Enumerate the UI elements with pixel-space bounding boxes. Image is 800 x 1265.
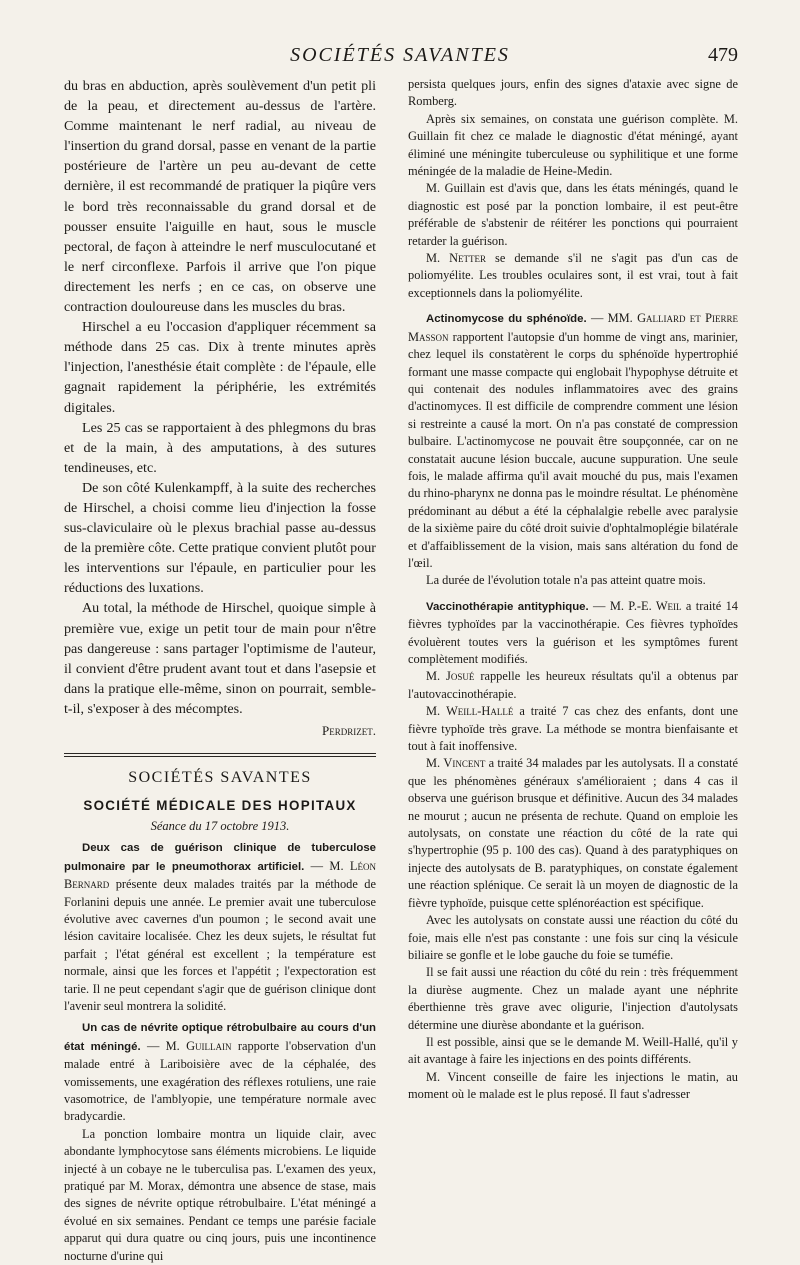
article: Vaccinothérapie antityphique. — M. P.-E. Weil a traité 14 fièvres typhoïdes par la vaccinothérapie. Ces fièvres typhoïdes évoluèrent toutes vers la guérison et les symptômes furent complètement modifiés. <box>408 598 738 666</box>
author-name: Guillain <box>186 1038 232 1053</box>
author-signature: Perdrizet. <box>322 723 376 738</box>
divider <box>64 753 376 754</box>
author-name: Josué <box>446 669 475 684</box>
paragraph: M. Weill-Hallé a traité 7 cas chez des enfants, dont une fièvre typhoïde très grave. La méthode se montra bienfaisante et tout à fait inoffensive. <box>408 704 738 754</box>
paragraph: Il se fait aussi une réaction du côté du rein : très fréquemment la diurèse augmente. Chez un malade ayant une néphrite éberthienne très grave avec oligurie, l'injection d'autolysats détermine une diurèse abondante et la guérison. <box>408 965 738 1032</box>
paragraph: Au total, la méthode de Hirschel, quoique simple à première vue, exige un petit tour de main pour n'être pas dangereuse : sans partager l'optimisme de l'auteur, il convient d'être prudent avant tout et dans l'asepsie et dans la pratique elle-même, sinon on pourrait, semble-t-il, s'exposer à des mécomptes. <box>64 600 376 717</box>
article: Actinomycose du sphénoïde. — MM. Galliard et Pierre Masson rapportent l'autopsie d'un homme de vingt ans, marinier, chez lequel ils constatèrent le corps du sphénoïde hypertrophié formant une masse compacte qui englobait l'hypophyse détruite et qui contenait des nodules inflammatoires avec des grains d'actinomyces. Il est difficile de comprendre comment une lésion si restreinte a causé la mort. On n'a pas constaté de compression bulbaire. L'actinomycose ne pouvait être soupçonnée, car on ne constatait aucune lésion buccale, aucune suppuration. Une seule fois, le malade affirma qu'il avait mouché du pus, mais l'examen du rhino-pharynx ne donna pas le moindre résultat. Le phénomène prédominant au début a été la céphalalgie rebelle avec paralysie de la sixième paire du côté droit suivie d'ophtalmoplégie bilatérale et d'affaiblissement de la vision, mais sans altération du fond de l'œil. <box>408 311 738 570</box>
society-title: SOCIÉTÉ MÉDICALE DES HOPITAUX <box>83 797 357 813</box>
paragraph: M. Netter se demande s'il ne s'agit pas d'un cas de poliomyélite. Les troubles oculaires sont, il est vrai, tout à fait exceptionnels dans la poliomyélite. <box>408 251 738 300</box>
paragraph: Les 25 cas se rapportaient à des phlegmons du bras et de la main, à des amputations, à des sutures tendineuses, etc. <box>64 419 376 476</box>
paragraph: Avec les autolysats on constate aussi une réaction du côté du foie, mais elle n'est pas constante : une fois sur cinq la vésicule biliaire se gonfle et le lobe gauche du foie se tuméfie. <box>408 913 738 962</box>
article-text: rapporte l'observation d'un malade entré à Lariboisière avec de la céphalée, des vomissements, une exagération des réflexes rotuliens, une raie vasomotrice, de l'amblyopie, une température normale avec bradycardie. <box>64 1038 377 1124</box>
article-text: a traité 14 fièvres typhoïdes par la vaccinothérapie. Ces fièvres typhoïdes évoluèrent toutes vers la guérison et les symptômes furent complètement modifiés. <box>408 598 738 666</box>
paragraph: M. Vincent conseille de faire les injections le matin, au moment où le malade est le plus reposé. Il faut s'adresser <box>408 1069 738 1102</box>
page-number: 479 <box>708 44 738 66</box>
article-text: a traité 7 cas chez des enfants, dont une fièvre typhoïde très grave. La méthode se montra bienfaisante et tout à fait inoffensive. <box>408 704 738 754</box>
section-title: SOCIÉTÉS SAVANTES <box>128 769 312 787</box>
right-column <box>408 76 738 1104</box>
paragraph: M. Josué rappelle les heureux résultats qu'il a obtenus par l'autovaccinothérapie. <box>408 669 739 701</box>
paragraph: du bras en abduction, après soulèvement d'un petit pli de la peau, et directement au-dessus de l'artère. Comme maintenant le nerf radial, au niveau de l'insertion du grand dorsal, passe en venant de la partie postérieure de l'artère un peu au-devant de cette dernière, il est recommandé de pratiquer la piqûre vers le bord très reconnaissable du grand dorsal et de pousser ensuite l'aiguille en haut, sous le muscle pectoral, de façon à atteindre le nerf musculocutané et le nerf circonflexe. Parfois il arrive que l'on pique directement les nerfs ; en ce cas, on observe une contraction douloureuse dans les muscles du bras. <box>64 78 376 316</box>
paragraph: De son côté Kulenkampff, à la suite des recherches de Hirschel, a choisi comme lieu d'injection la fosse sus-claviculaire où le plexus brachial passe au-dessus de la première côte. Cette pratique convient plutôt pour les interventions sur l'épaule, en particulier pour les réductions des luxations. <box>64 479 376 597</box>
author-name: Weill-Hallé <box>446 704 514 719</box>
paragraph: Hirschel a eu l'occasion d'appliquer récemment sa méthode dans 25 cas. Dix à trente minutes après l'injection, l'anesthésie était complète : de l'épaule, elle gagnait rapidement la périphérie, les extrémités digitales. <box>64 319 376 416</box>
author-name: Vincent <box>443 756 486 771</box>
article-text: rappelle les heureux résultats qu'il a obtenus par l'autovaccinothérapie. <box>408 669 739 701</box>
article-text: a traité 34 malades par les autolysats. Il a constaté que les phénomènes généraux s'amélioraient ; dans 4 cas il observa une guérison brusque et définitive. Aucun des 34 malades ne mourut ; aucun ne présenta de rechute. Quand on emploie les autolysats, on constate une réaction du côté de la rate qui s'hypertrophie (95 p. 100 des cas). Quand à des paratyphiques on injecte des autolysats de B. paratyphiques, on constate également une réaction splénique. Ce serait là un moyen de diagnostic de la fièvre typhoïde, puisque cette splénoréaction est spécifique. <box>408 756 738 910</box>
article-title: Un cas de névrite optique rétrobulbaire au cours d'un état méningé. <box>64 1022 376 1053</box>
article-text: rapportent l'autopsie d'un homme de vingt ans, marinier, chez lequel ils constatèrent le corps du sphénoïde hypertrophié formant une masse compacte qui englobait l'hypophyse détruite et qui contenait des nodules inflammatoires avec des grains d'actinomyces. Il est difficile de comprendre comment une lésion si restreinte a causé la mort. On n'a pas constaté de compression bulbaire. L'actinomycose ne pouvait être soupçonnée, car on ne constatait aucune lésion buccale, aucune suppuration. Une seule fois, le malade affirma qu'il avait mouché du pus, mais l'examen du rhino-pharynx ne donna pas le moindre résultat. Le phénomène prédominant au début a été la céphalalgie rebelle avec paralysie de la sixième paire du côté droit suivie d'ophtalmoplégie bilatérale et d'affaiblissement de la vision, mais sans altération du fond de l'œil. <box>408 329 738 570</box>
author-name: Léon Bernard <box>64 858 376 892</box>
article-text: présente deux malades traités par la méthode de Forlanini depuis une année. Le premier avait une tuberculose évolutive avec cavernes d'un poumon ; le second avait une lésion cavitaire localisée. Chez les deux sujets, le résultat fut parfait ; l'état général est excellent ; la température est normale, ainsi que les forces et l'appétit ; l'expectoration est tarie. Il ne peut cependant s'agir que de guérison clinique dont l'avenir seul montrera la solidité. <box>64 877 376 1013</box>
paragraph: La ponction lombaire montra un liquide clair, avec abondante lymphocytose sans éléments microbiens. Le liquide injecté à un cobaye ne le tuberculisa pas. L'examen des yeux, pratiqué par M. Morax, démontra une absence de stase, mais des signes de névrite optique rétrobulbaire. L'état méningé a évolué en six semaines. Pendant ce temps une parésie faciale apparut qui dura quatre ou cinq jours, puis une incontinence nocturne d'urine qui <box>64 1126 376 1263</box>
article-title: Deux cas de guérison clinique de tuberculose pulmonaire par le pneumothorax artificiel. <box>64 842 376 873</box>
session-date: Séance du 17 octobre 1913. <box>150 818 290 833</box>
left-column <box>64 76 376 1265</box>
author-name: P.-E. Weil <box>628 598 682 613</box>
author-name: Netter <box>449 251 487 266</box>
paragraph: persista quelques jours, enfin des signes d'ataxie avec signe de Romberg. <box>408 77 738 109</box>
paragraph: M. Guillain est d'avis que, dans les états méningés, quand le diagnostic est posé par la ponction lombaire, il est peut-être préférable de s'abstenir de réitérer les ponctions qui pourraient retarder la guérison. <box>408 181 738 248</box>
author-name: Galliard et Pierre Masson <box>408 311 738 344</box>
running-head <box>0 40 800 74</box>
article: Deux cas de guérison clinique de tuberculose pulmonaire par le pneumothorax artificiel. — M. Léon Bernard présente deux malades traités par la méthode de Forlanini depuis une année. Le premier avait une tuberculose évolutive avec cavernes d'un poumon ; le second avait une lésion cavitaire localisée. Chez les deux sujets, le résultat fut parfait ; l'état général est excellent ; la température est normale, ainsi que les forces et l'appétit ; l'expectoration est tarie. Il ne peut cependant s'agir que de guérison clinique dont l'avenir seul montrera la solidité. <box>64 842 376 1013</box>
article-title: Actinomycose du sphénoïde. <box>426 313 587 326</box>
paragraph: La durée de l'évolution totale n'a pas atteint quatre mois. <box>426 573 706 588</box>
divider <box>64 756 376 757</box>
paragraph: M. Vincent a traité 34 malades par les autolysats. Il a constaté que les phénomènes généraux s'amélioraient ; dans 4 cas il observa une guérison brusque et définitive. Aucun des 34 malades ne mourut ; aucun ne présenta de rechute. Quand on emploie les autolysats, on constate une réaction du côté de la rate qui s'hypertrophie (95 p. 100 des cas). Quand à des paratyphiques on injecte des autolysats de B. paratyphiques, on constate également une réaction splénique. Ce serait là un moyen de diagnostic de la fièvre typhoïde, puisque cette splénoréaction est spécifique. <box>408 756 738 910</box>
article: Un cas de névrite optique rétrobulbaire au cours d'un état méningé. — M. Guillain rapporte l'observation d'un malade entré à Lariboisière avec de la céphalée, des vomissements, une exagération des réflexes rotuliens, une raie vasomotrice, de l'amblyopie, une température normale avec bradycardie. <box>64 1022 377 1124</box>
paragraph: Après six semaines, on constata une guérison complète. M. Guillain fit chez ce malade le diagnostic d'état méningé, ayant éliminé une méningite tuberculeuse ou syphilitique et une forme méningée de la maladie de Heine-Medin. <box>408 111 738 179</box>
paragraph: Il est possible, ainsi que se le demande M. Weill-Hallé, qu'il y ait avantage à faire les injections en des points différents. <box>408 1034 738 1067</box>
article-text: se demande s'il ne s'agit pas d'un cas de poliomyélite. Les troubles oculaires sont, il est vrai, tout à fait exceptionnels dans la poliomyélite. <box>408 251 738 300</box>
article-title: Vaccinothérapie antityphique. <box>426 600 589 613</box>
running-title: SOCIÉTÉS SAVANTES <box>290 44 510 66</box>
